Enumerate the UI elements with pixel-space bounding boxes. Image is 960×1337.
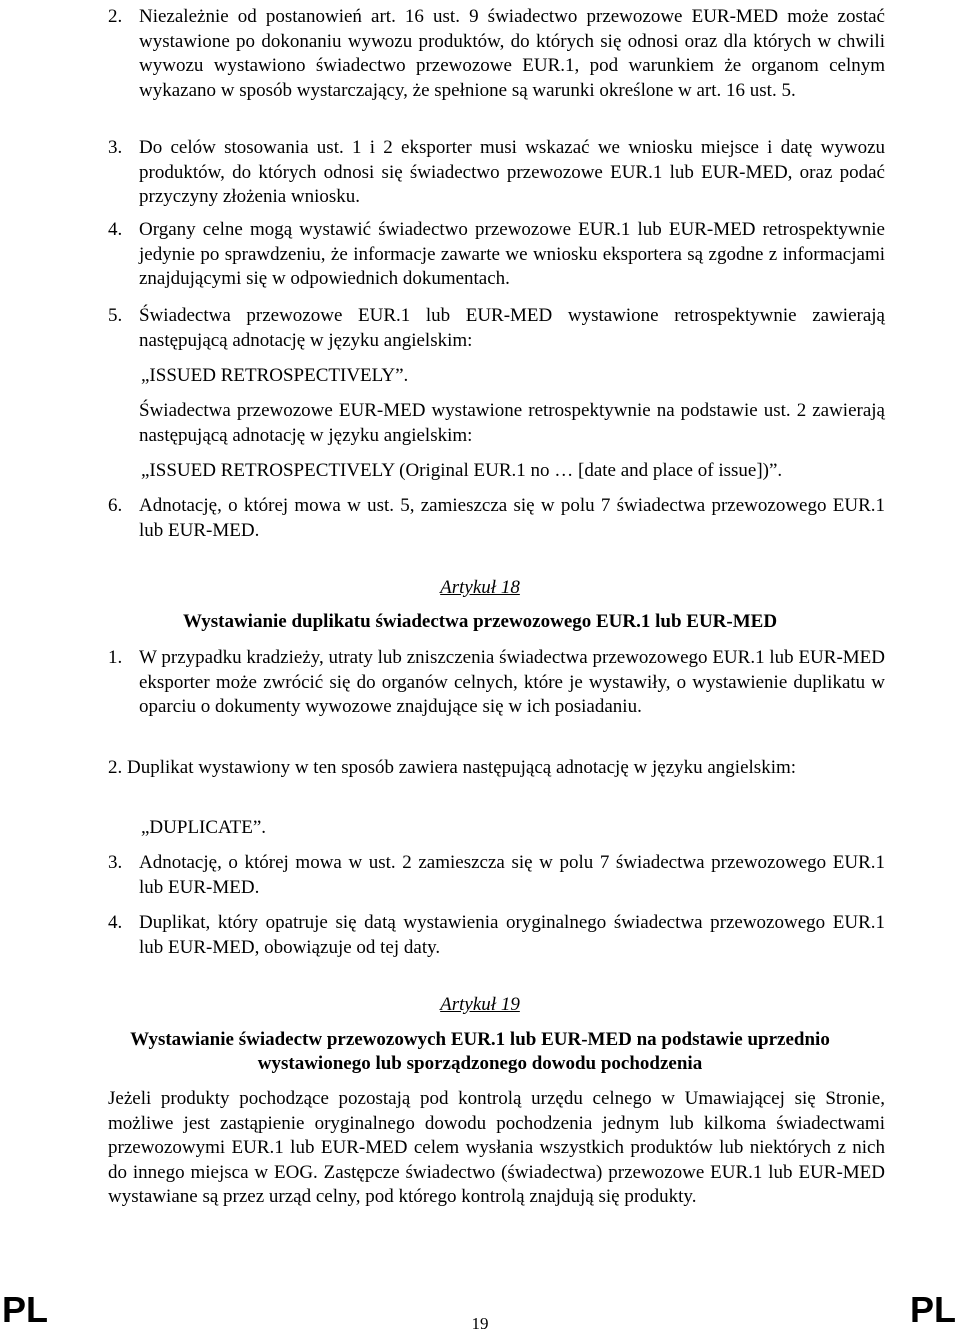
item-number: 6. — [108, 495, 123, 516]
paragraph-item-2: Niezależnie od postanowień art. 16 ust. 9 świadectwo przewozowe EUR-MED może zostać wystawione po dokonaniu wywozu produktów, do których się odnosi oraz dla których w chwili wywozu wystawiono świadectwo przewozowe EUR.1, pod warunkiem że organom celnym wykazano w sposób wystarczający, że spełnione są warunki określone w art. 16 ust. 5. — [139, 6, 885, 101]
annotation-duplicate: „DUPLICATE”. — [141, 817, 267, 838]
paragraph-art18-item-4: Duplikat, który opatruje się datą wystawienia oryginalnego świadectwa przewozowego EUR.1 lub EUR-MED, obowiązuje od tej daty. — [139, 912, 885, 958]
paragraph-art18-item-1: W przypadku kradzieży, utraty lub zniszczenia świadectwa przewozowego EUR.1 lub EUR-MED eksporter może zwrócić się do organów celnych, które je wystawiły, o wystawienie duplikatu w oparciu o dokumenty wywozowe znajdujące się w ich posiadaniu. — [139, 647, 885, 717]
paragraph-art19-body: Jeżeli produkty pochodzące pozostają pod kontrolą urzędu celnego w Umawiającej się Stronie, możliwe jest zastąpienie oryginalnego dowodu pochodzenia jednym lub kilkoma świadectwami przewozowymi EUR.1 lub EUR-MED celem wysłania wszystkich produktów lub niektórych z nich do innego miejsca w EOG. Zastępcze świadectwo (świadectwa) przewozowe EUR.1 lub EUR-MED wystawiane są przez urząd celny, pod którego kontrolą znajdują się produkty. — [108, 1088, 885, 1207]
annotation-retrospective: „ISSUED RETROSPECTIVELY”. — [141, 365, 409, 386]
annotation-retrospective-original: „ISSUED RETROSPECTIVELY (Original EUR.1 no … [date and place of issue])”. — [141, 460, 783, 481]
item-number: 1. — [108, 647, 123, 668]
item-number: 4. — [108, 219, 123, 240]
paragraph-art18-item-3: Adnotację, o której mowa w ust. 2 zamieszcza się w polu 7 świadectwa przewozowego EUR.1 lub EUR-MED. — [139, 852, 885, 898]
item-number: 3. — [108, 137, 123, 158]
article-19-title-line-2: wystawionego lub sporządzonego dowodu pochodzenia — [257, 1053, 703, 1074]
footer-language-left: PL — [2, 1289, 49, 1330]
article-18-label: Artykuł 18 — [440, 577, 520, 598]
page-number: 19 — [471, 1314, 489, 1333]
article-19-title-line-1: Wystawianie świadectw przewozowych EUR.1 lub EUR-MED na podstawie uprzednio — [130, 1029, 830, 1050]
paragraph-art18-item-2: 2. Duplikat wystawiony w ten sposób zawiera następującą adnotację w języku angielskim: — [108, 757, 797, 778]
paragraph-item-6: Adnotację, o której mowa w ust. 5, zamieszcza się w polu 7 świadectwa przewozowego EUR.1 lub EUR-MED. — [139, 495, 885, 541]
paragraph-item-5-continued: Świadectwa przewozowe EUR-MED wystawione retrospektywnie na podstawie ust. 2 zawierają następującą adnotację w języku angielskim: — [139, 400, 885, 446]
item-number: 3. — [108, 852, 123, 873]
item-number: 2. — [108, 6, 123, 27]
footer-language-right: PL — [909, 1289, 956, 1330]
paragraph-item-5: Świadectwa przewozowe EUR.1 lub EUR-MED wystawione retrospektywnie zawierają następującą adnotację w języku angielskim: — [139, 305, 885, 351]
article-19-label: Artykuł 19 — [440, 994, 520, 1015]
article-18-title: Wystawianie duplikatu świadectwa przewozowego EUR.1 lub EUR-MED — [182, 611, 778, 632]
item-number: 4. — [108, 912, 123, 933]
paragraph-item-3: Do celów stosowania ust. 1 i 2 eksporter musi wskazać we wniosku miejsce i datę wywozu produktów, do których odnosi się świadectwo przewozowe EUR.1 lub EUR-MED, oraz podać przyczyny złożenia wniosku. — [139, 137, 885, 207]
item-number: 5. — [108, 305, 123, 326]
paragraph-item-4: Organy celne mogą wystawić świadectwo przewozowe EUR.1 lub EUR-MED retrospektywnie jedynie po sprawdzeniu, że informacje zawarte we wniosku eksportera są zgodne z informacjami znajdującymi się w odpowiednich dokumentach. — [139, 219, 885, 289]
